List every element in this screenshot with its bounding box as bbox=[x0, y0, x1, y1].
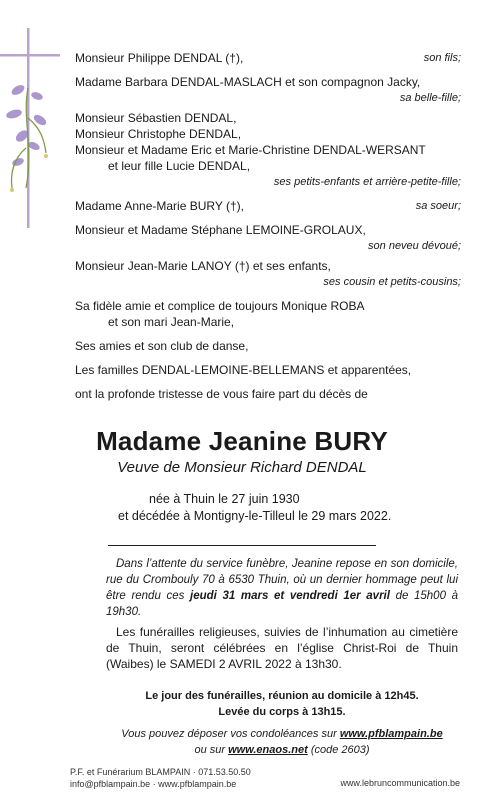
printer-credit: www.lebruncommunication.be bbox=[340, 778, 460, 788]
condolence-link-enaos[interactable]: www.enaos.net bbox=[228, 744, 308, 756]
funeral-paragraph: Les funérailles religieuses, suivies de l’inhumation au cimetière de Thuin, seront célébrées en l’église Christ-Roi de Thuin (Waibes) le SAMEDI 2 AVRIL 2022 à 13h30. bbox=[106, 625, 458, 671]
family-relation: sa belle-fille; bbox=[399, 92, 461, 104]
condolence-link-pfblampain[interactable]: www.pfblampain.be bbox=[339, 728, 443, 740]
death-line: et décédée à Montigny-le-Tilleul le 29 mars 2022. bbox=[118, 509, 392, 523]
condolences-text: Vous pouvez déposer vos condoléances sur www.pfblampain.be ou sur www.enaos.net (code 2603) bbox=[121, 728, 443, 756]
family-entry: Ses amies et son club de danse, bbox=[75, 339, 249, 353]
divider bbox=[108, 545, 376, 546]
family-entry: Madame Barbara DENDAL-MASLACH et son compagnon Jacky, bbox=[75, 75, 421, 89]
deceased-name: Madame Jeanine BURY bbox=[96, 426, 388, 456]
family-relation: son neveu dévoué; bbox=[368, 240, 461, 252]
family-entry: et leur fille Lucie DENDAL, bbox=[108, 159, 251, 173]
family-entry: et son mari Jean-Marie, bbox=[108, 315, 235, 329]
family-entry: Monsieur Jean-Marie LANOY (†) et ses enfants, bbox=[75, 259, 331, 273]
funeral-notice: Le jour des funérailles, réunion au domicile à 12h45. Levée du corps à 13h15. bbox=[145, 690, 419, 718]
family-entry: Madame Anne-Marie BURY (†), sa soeur; bbox=[75, 199, 461, 213]
funeral-home-footer: P.F. et Funérarium BLAMPAIN · 071.53.50.50 info@pfblampain.be · www.pfblampain.be bbox=[70, 767, 251, 789]
family-entry: Monsieur Christophe DENDAL, bbox=[75, 127, 242, 141]
cross-flower-icon bbox=[0, 28, 60, 228]
family-entry: Sa fidèle amie et complice de toujours Monique ROBA bbox=[75, 299, 365, 313]
birth-death-dates bbox=[118, 491, 391, 525]
family-relation: ses cousin et petits-cousins; bbox=[323, 276, 461, 288]
wake-paragraph: Dans l’attente du service funèbre, Jeanine repose en son domicile, rue du Crombouly 70 à 6530 Thuin, où un dernier hommage peut lui être rendu ces jeudi 31 mars et vendredi 1er avril de 15h00 à 19h30. bbox=[106, 558, 458, 618]
wake-dates: jeudi 31 mars et vendredi 1er avril bbox=[190, 590, 390, 602]
family-entry: Monsieur Philippe DENDAL (†), son fils; bbox=[75, 51, 461, 65]
family-entry: Monsieur Sébastien DENDAL, bbox=[75, 111, 237, 125]
family-list bbox=[75, 50, 461, 402]
widow-line: Veuve de Monsieur Richard DENDAL bbox=[117, 459, 367, 476]
family-entry: ont la profonde tristesse de vous faire part du décès de bbox=[75, 387, 368, 401]
family-entry: Les familles DENDAL-LEMOINE-BELLEMANS et apparentées, bbox=[75, 363, 412, 377]
family-entry: Monsieur et Madame Stéphane LEMOINE-GROLAUX, bbox=[75, 223, 366, 237]
birth-line: née à Thuin le 27 juin 1930 bbox=[149, 492, 300, 506]
family-entry: Monsieur et Madame Eric et Marie-Christine DENDAL-WERSANT bbox=[75, 143, 426, 157]
family-relation: ses petits-enfants et arrière-petite-fille; bbox=[273, 176, 461, 188]
